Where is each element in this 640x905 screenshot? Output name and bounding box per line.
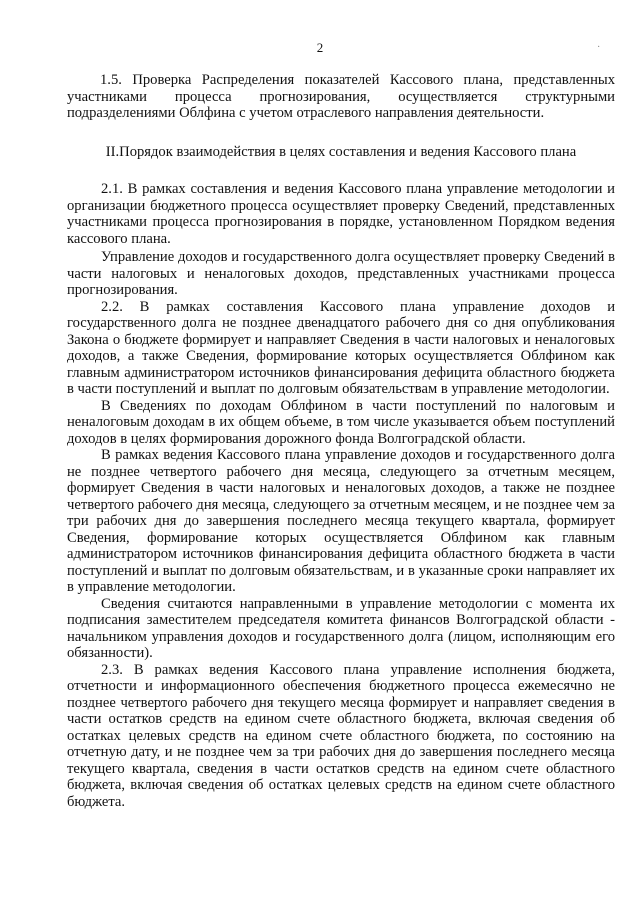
paragraph-info-sent: Сведения считаются направленными в управление методологии с момента их подписания заместителем председателя комитета финансов Волгоградской области - начальником управления доходов и государственного долга (лицом, исполняющим его обязанности). <box>67 595 615 661</box>
scan-mark: · <box>597 42 601 53</box>
section-heading: II.Порядок взаимодействия в целях составления и ведения Кассового плана <box>105 143 577 160</box>
page-number: 2 <box>316 40 324 55</box>
paragraph-revenue-check: Управление доходов и государственного долга осуществляет проверку Сведений в части налоговых и неналоговых доходов, представленных участниками процесса прогнозирования. <box>67 249 615 298</box>
paragraph-revenue-info: В Сведениях по доходам Облфином в части поступлений по налоговым и неналоговым доходам в их общем объеме, в том числе указывается объем поступлений доходов в целях формирования дорожного фонда Волгоградской области. <box>67 397 615 447</box>
paragraph-2-3: 2.3. В рамках ведения Кассового плана управление исполнения бюджета, отчетности и информационного обеспечения бюджетного процесса ежемесячно не позднее четвертого рабочего дня текущего месяца формирует и направляет сведения в части остатков средств на едином счете областного бюджета, включая сведения об остатках целевых средств на едином счете областного бюджета, по состоянию на отчетную дату, и не позднее чем за три рабочих дня до завершения последнего месяца текущего квартала, сведения в части остатков средств на едином счете областного бюджета, включая сведения об остатках целевых средств на едином счете областного бюджета. <box>67 661 615 810</box>
document-body <box>67 72 615 810</box>
paragraph-2-1: 2.1. В рамках составления и ведения Кассового плана управление методологии и организации бюджетного процесса осуществляет проверку Сведений, представленных участниками процесса прогнозирования в порядке, установленном Порядком ведения кассового плана. <box>67 181 615 247</box>
paragraph-1-5: 1.5. Проверка Распределения показателей Кассового плана, представленных участниками процесса прогнозирования, осуществляется структурными подразделениями Облфина с учетом отраслевого направления деятельности. <box>67 72 615 121</box>
paragraph-plan-maintenance: В рамках ведения Кассового плана управление доходов и государственного долга не позднее четвертого рабочего дня месяца, следующего за отчетным месяцем, формирует Сведения в части налоговых и неналоговых доходов, а также не позднее четвертого рабочего дня месяца, следующего за отчетным месяцем, и не позднее чем за три рабочих дня до завершения последнего месяца текущего квартала, формирует Сведения, формирование которых осуществляется Облфином как главным администратором источников финансирования дефицита областного бюджета в части поступлений и выплат по долговым обязательствам, и в указанные сроки направляет их в управление методологии. <box>67 447 615 595</box>
paragraph-2-2: 2.2. В рамках составления Кассового плана управление доходов и государственного долга не позднее двенадцатого рабочего дня со дня опубликования Закона о бюджете формирует и направляет Сведения в части налоговых и неналоговых доходов, а также Сведения, формирование которых осуществляется Облфином как главным администратором источников финансирования дефицита областного бюджета в части поступлений и выплат по долговым обязательствам в управление методологии. <box>67 298 615 397</box>
